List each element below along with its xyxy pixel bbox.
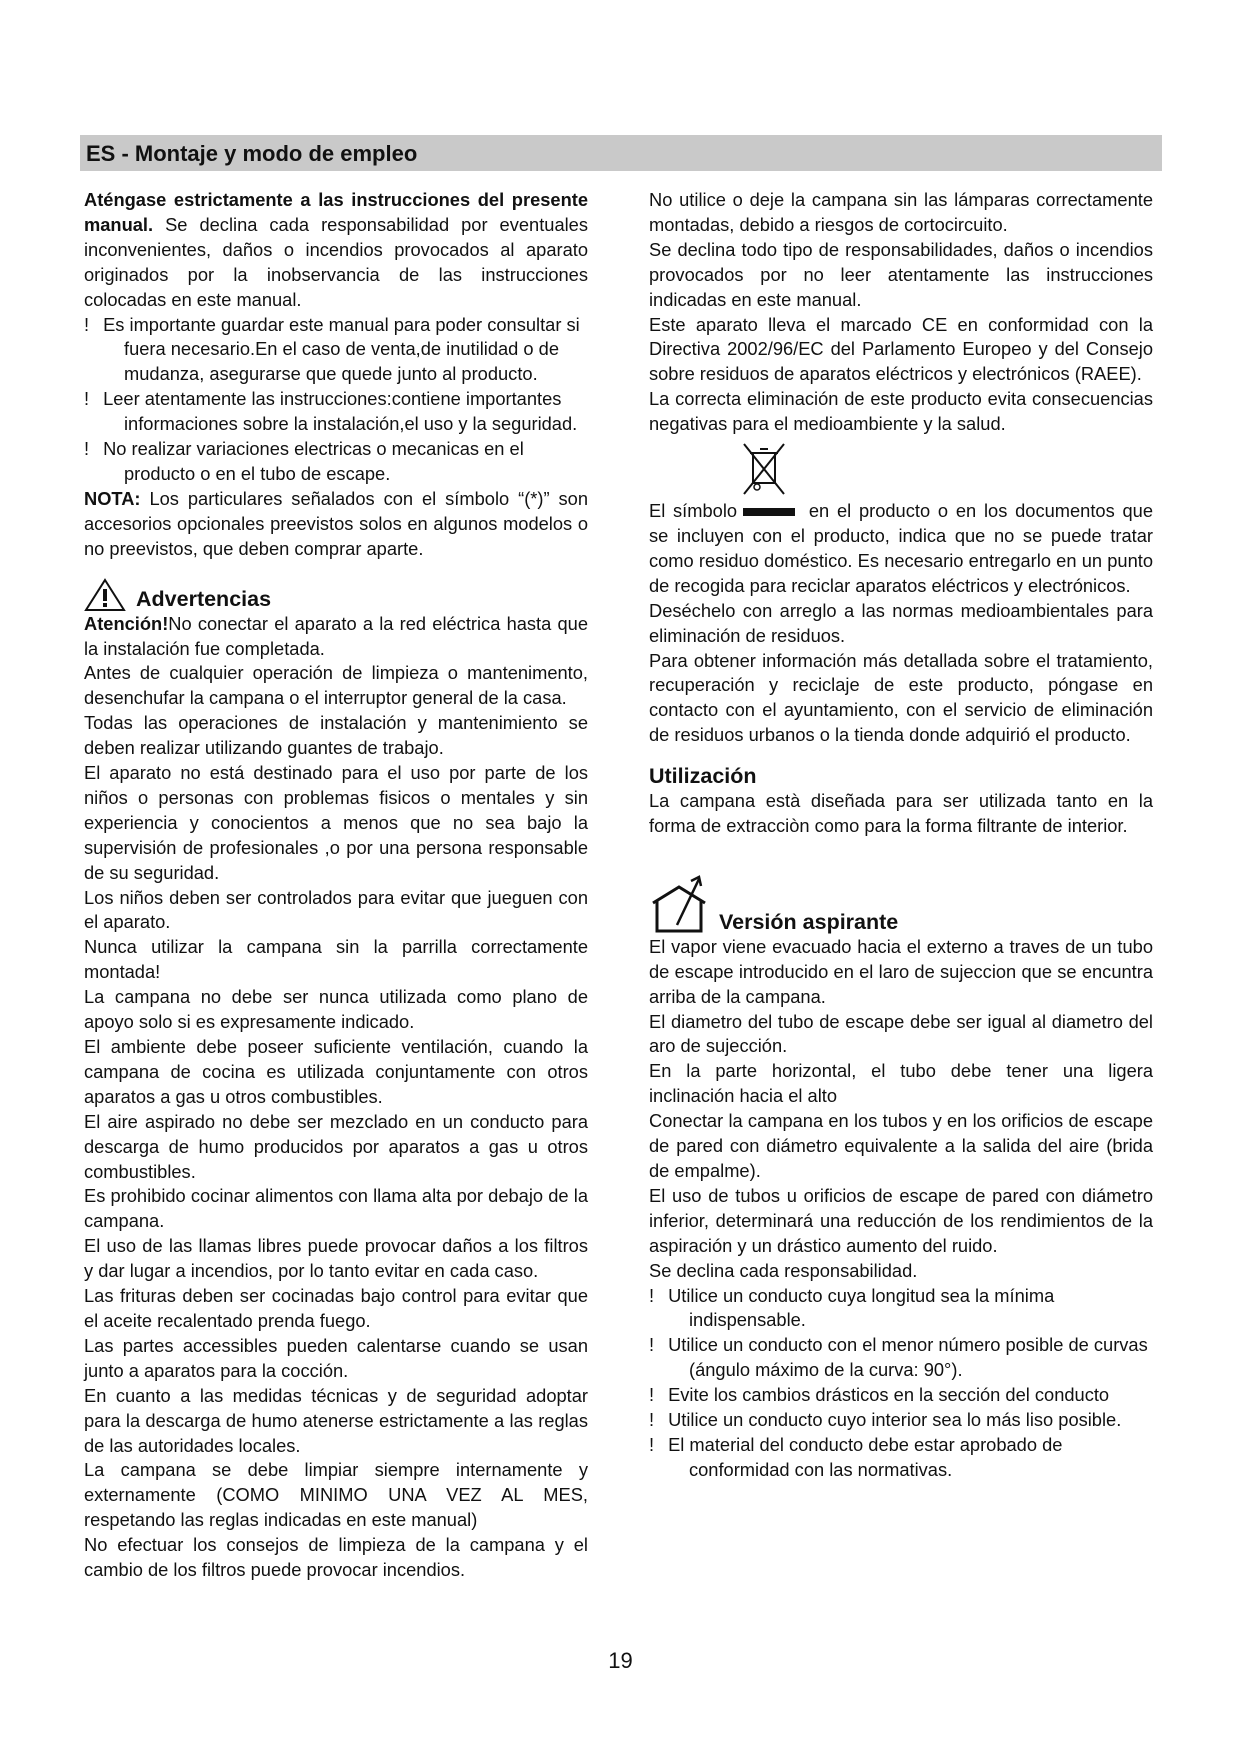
warning-paragraph: Los niños deben ser controlados para evitar que jueguen con el aparato.	[84, 886, 588, 933]
attention-label: Atención!	[84, 612, 169, 634]
warning-paragraph: La campana no debe ser nunca utilizada como plano de apoyo solo si es expresamente indicado.	[84, 986, 588, 1033]
bullet-item: ! Utilice un conducto cuyo interior sea lo más liso posible.	[649, 1409, 1122, 1431]
version-paragraph: El uso de tubos u orificios de escape de pared con diámetro inferior, determinará una reducción de los rendimientos de la aspiración y un drástico aumento del ruido.	[649, 1184, 1153, 1256]
warning-paragraph: El aire aspirado no debe ser mezclado en un conducto para descarga de humo producidos por aparatos a gas u otros combustibles.	[84, 1110, 588, 1182]
bullet-item: ! Utilice un conducto con el menor número posible de curvas (ángulo máximo de la curva: 90°).	[649, 1334, 1148, 1381]
intro-bold: Aténgase estrictamente a las instrucciones del presente manual.	[84, 189, 588, 235]
warning-paragraph: El aparato no está destinado para el uso por parte de los niños o personas con problemas fisicos o mentales y sin experiencia y conocientos a menos que no sea bajo la supervisión de profesionales ,o por una persona responsable de su seguridad.	[84, 762, 588, 883]
section-title: ES - Montaje y modo de empleo	[86, 141, 418, 166]
utilizacion-text: La campana està diseñada para ser utilizada tanto en la forma de extracciòn como para la forma filtrante de interior.	[649, 790, 1153, 836]
note-label: NOTA:	[84, 487, 141, 509]
warning-paragraph: Nunca utilizar la campana sin la parrilla correctamente montada!	[84, 936, 588, 983]
warning-paragraph: En cuanto a las medidas técnicas y de seguridad adoptar para la descarga de humo atenerse estrictamente a las reglas de las autoridades locales.	[84, 1384, 588, 1456]
warning-paragraph: Todas las operaciones de instalación y mantenimiento se deben realizar utilizando guantes de trabajo.	[84, 712, 588, 759]
crossed-bin-icon	[741, 441, 787, 497]
attention-paragraph: Atención!No conectar el aparato a la red eléctrica hasta que la instalación fue completada.	[84, 612, 588, 659]
info-paragraph: Para obtener información más detallada sobre el tratamiento, recuperación y reciclaje de este producto, póngase en contacto con el ayuntamiento, con el servicio de eliminación de residuos urbanos o la tienda donde adquirió el producto.	[649, 649, 1153, 746]
bullet-item: ! Leer atentamente las instrucciones:contiene importantes informaciones sobre la instalación,el uso y la seguridad.	[84, 388, 578, 435]
bullet-item: ! Evite los cambios drásticos en la sección del conducto	[649, 1384, 1110, 1406]
version-paragraph: Conectar la campana en los tubos y en los orificios de escape de pared con diámetro equivalente a la salida del aire (brida de empalme).	[649, 1110, 1153, 1181]
bullet-item: ! Utilice un conducto cuya longitud sea la mínima indispensable.	[649, 1284, 1055, 1331]
warnings-title: Advertencias	[136, 586, 272, 611]
info-paragraph: Este aparato lleva el marcado CE en conformidad con la Directiva 2002/96/EC del Parlamento Europeo y del Consejo sobre residuos de aparatos eléctricos y electrónicos (RAEE).	[649, 313, 1153, 385]
section-header	[80, 135, 1162, 171]
symbol-paragraph: El símbolo en el producto o en los documentos que se incluyen con el producto, indica que no se puede tratar como residuo doméstico. Es necesario entregarlo en un punto de recogida para reciclar aparatos eléctricos y electrónicos.	[649, 500, 1153, 596]
intro-text: Se declina cada responsabilidad por eventuales inconvenientes, daños o incendios provocados al aparato originados por la inobservancia de las instrucciones colocadas en este manual.	[84, 213, 588, 310]
warning-paragraph: No efectuar los consejos de limpieza de la campana y el cambio de los filtros puede provocar incendios.	[84, 1534, 588, 1581]
warning-paragraph: Es prohibido cocinar alimentos con llama alta por debajo de la campana.	[84, 1185, 588, 1232]
info-paragraph: No utilice o deje la campana sin las lámparas correctamente montadas, debido a riesgos de cortocircuito.	[649, 189, 1153, 235]
page-number: 19	[608, 1648, 633, 1673]
version-title: Versión aspirante	[719, 909, 899, 934]
bullet-item: ! El material del conducto debe estar aprobado de conformidad con las normativas.	[649, 1433, 1063, 1480]
warning-paragraph: El uso de las llamas libres puede provocar daños a los filtros y dar lugar a incendios, por lo tanto evitar en cada caso.	[84, 1235, 588, 1282]
version-paragraph: Se declina cada responsabilidad.	[649, 1259, 918, 1281]
note-paragraph: NOTA: Los particulares señalados con el símbolo “(*)” son accesorios opcionales preevistos solos en algunos modelos o no preevistos, que deben comprar aparte.	[84, 487, 588, 559]
bar-symbol-icon	[743, 508, 795, 516]
info-paragraph: Deséchelo con arreglo a las normas medioambientales para eliminación de residuos.	[649, 599, 1153, 646]
bullet-item: ! No realizar variaciones electricas o mecanicas en el producto o en el tubo de escape.	[84, 438, 524, 484]
left-column	[84, 188, 588, 1583]
bullet-item: ! Es importante guardar este manual para poder consultar si fuera necesario.En el caso de venta,de inutilidad o de mudanza, asegurarse que quede junto al producto.	[84, 313, 580, 385]
info-paragraph: La correcta eliminación de este producto evita consecuencias negativas para el medioambiente y la salud.	[649, 388, 1153, 435]
warnings-heading	[84, 578, 588, 612]
duct-exhaust-icon	[649, 873, 709, 935]
version-paragraph: El diametro del tubo de escape debe ser igual al diametro del aro de sujección.	[649, 1010, 1153, 1057]
warning-paragraph: La campana se debe limpiar siempre internamente y externamente (COMO MINIMO UNA VEZ AL MES, respetando las reglas indicadas en este manual)	[84, 1459, 588, 1531]
warning-triangle-icon	[84, 578, 126, 612]
utilizacion-title: Utilización	[649, 764, 757, 789]
warning-paragraph: El ambiente debe poseer suficiente ventilación, cuando la campana de cocina es utilizada conjuntamente con otros aparatos a gas u otros combustibles.	[84, 1036, 588, 1107]
right-column	[649, 188, 1153, 1483]
version-heading	[649, 873, 1153, 935]
warning-paragraph: Antes de cualquier operación de limpieza o mantenimento, desenchufar la campana o el interruptor general de la casa.	[84, 662, 588, 709]
intro-paragraph	[84, 188, 588, 313]
warning-paragraph: Las frituras deben ser cocinadas bajo control para evitar que el aceite recalentado prenda fuego.	[84, 1285, 588, 1331]
version-paragraph: En la parte horizontal, el tubo debe tener una ligera inclinación hacia el alto	[649, 1060, 1153, 1107]
warning-paragraph: Las partes accessibles pueden calentarse cuando se usan junto a aparatos para la cocción.	[84, 1334, 588, 1381]
info-paragraph: Se declina todo tipo de responsabilidades, daños o incendios provocados por no leer atentamente las instrucciones indicadas en este manual.	[649, 238, 1153, 310]
version-paragraph: El vapor viene evacuado hacia el externo a traves de un tubo de escape introducido en el laro de sujeccion que se encuntra arriba de la campana.	[649, 935, 1153, 1007]
